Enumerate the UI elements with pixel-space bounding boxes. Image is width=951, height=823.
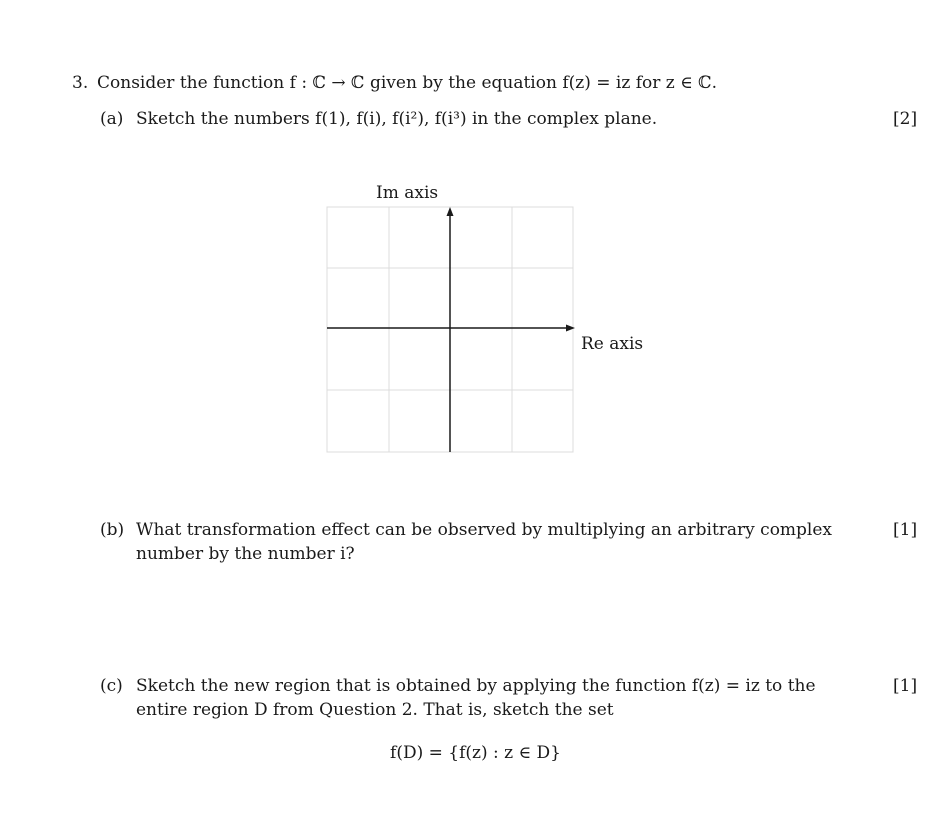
set-expression: f(D) = {f(z) : z ∈ D} [390,743,561,763]
part-b-text-line1: What transformation effect can be observed by multiplying an arbitrary complex [136,520,833,540]
part-b-marks: [1] [893,520,918,540]
question-number: 3. [72,73,89,93]
part-a-label: (a) [100,109,124,129]
part-a-marks: [2] [893,109,918,129]
part-a-text: Sketch the numbers f(1), f(i), f(i²), f(i³) in the complex plane. [136,109,658,129]
re-axis-label: Re axis [581,334,644,354]
part-c-label: (c) [100,676,123,696]
real-axis-arrow [566,325,575,332]
part-c-text-line2: entire region D from Question 2. That is, sketch the set [136,700,614,720]
imaginary-axis-arrow [447,207,454,216]
question-stem: Consider the function f : ℂ → ℂ given by the equation f(z) = iz for z ∈ ℂ. [97,73,718,93]
part-b-label: (b) [100,520,125,540]
part-c-text-line1: Sketch the new region that is obtained by applying the function f(z) = iz to the [136,676,816,696]
part-c-marks: [1] [893,676,918,696]
part-b-text-line2: number by the number i? [136,544,355,564]
im-axis-label: Im axis [376,183,439,203]
